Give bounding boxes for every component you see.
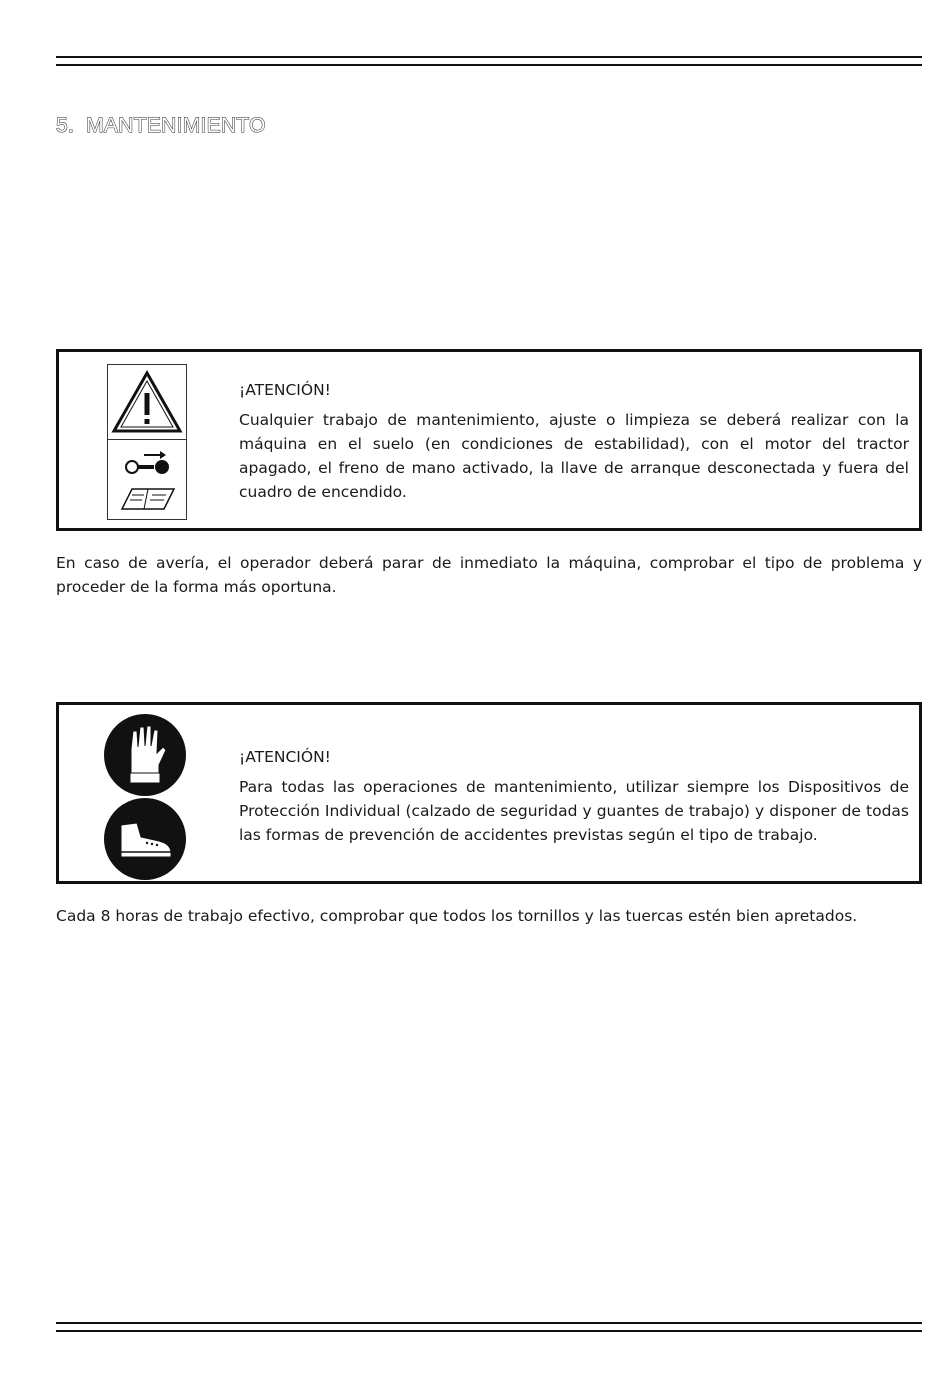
warning-box-ppe [56, 702, 922, 884]
warning-triangle-icon [108, 365, 186, 441]
section-heading [56, 114, 266, 138]
header-rule-bottom [56, 64, 922, 66]
warning-title: ¡ATENCIÓN! [239, 748, 331, 766]
breakdown-paragraph: En caso de avería, el operador deberá parar de inmediato la máquina, comprobar el tipo de problema y proceder de la forma más oportuna. [56, 554, 922, 596]
section-title: MANTENIMIENTO [86, 114, 266, 137]
manual-icon [108, 481, 186, 517]
footer-rule-top [56, 1322, 922, 1324]
warning-text [239, 745, 909, 847]
warning-box-maintenance [56, 349, 922, 531]
warning-title: ¡ATENCIÓN! [239, 381, 331, 399]
bolt-check-paragraph: Cada 8 horas de trabajo efectivo, comprobar que todos los tornillos y las tuercas estén bien apretados. [56, 907, 858, 925]
warning-icon-panel [107, 364, 187, 520]
warning-text [239, 378, 909, 504]
gloves-icon [103, 713, 187, 797]
section-number: 5. [56, 114, 75, 137]
header-rule-top [56, 56, 922, 58]
warning-body: Cualquier trabajo de mantenimiento, ajuste o limpieza se deberá realizar con la máquina en el suelo (en condiciones de estabilidad), con el motor del tractor apagado, el freno de mano activado, la llave de arranque desconectada y fuera del cuadro de encendido. [239, 411, 909, 501]
footer-rule-bottom [56, 1330, 922, 1332]
safety-boot-icon [103, 797, 187, 881]
warning-body: Para todas las operaciones de mantenimiento, utilizar siempre los Dispositivos de Protección Individual (calzado de seguridad y guantes de trabajo) y disponer de todas las formas de prevención de accidentes previstas según el tipo de trabajo. [239, 778, 909, 844]
ignition-key-icon [108, 445, 186, 485]
